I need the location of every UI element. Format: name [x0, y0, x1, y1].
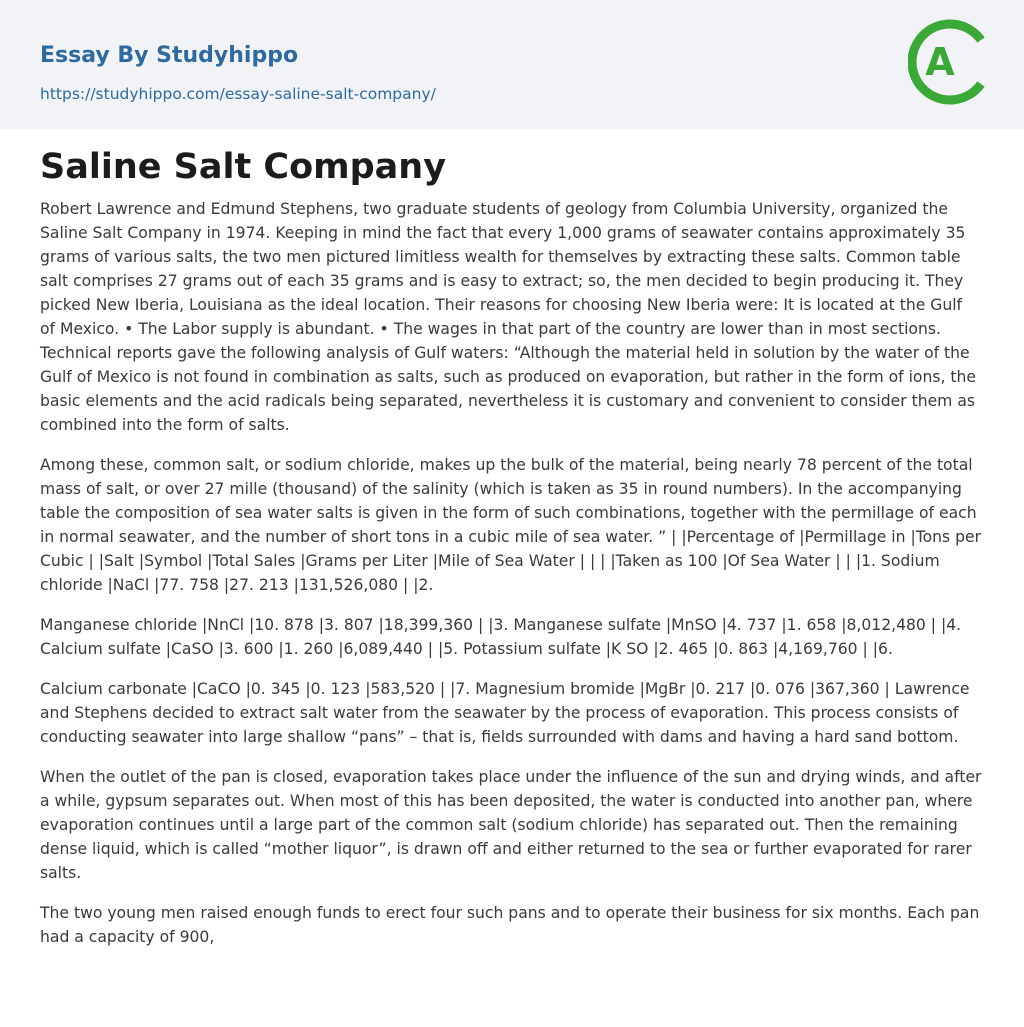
article-paragraph: Calcium carbonate |CaCO |0. 345 |0. 123 |583,520 | |7. Magnesium bromide |MgBr |0. 217 |0. 076 |367,360 | Lawrence and Stephens decided to extract salt water from the seawater by the process of evaporation. This process consists of conducting seawater into large shallow “pans” – that is, fields surrounded with dams and having a hard sand bottom. — [40, 680, 970, 746]
studyhippo-logo-icon[interactable] — [908, 18, 988, 106]
site-brand[interactable]: Essay By Studyhippo — [40, 43, 299, 68]
page-title: Saline Salt Company — [40, 147, 447, 187]
article — [40, 145, 982, 965]
article-paragraph: Among these, common salt, or sodium chloride, makes up the bulk of the material, being nearly 78 percent of the total mass of salt, or over 27 mille (thousand) of the salinity (which is taken as 35 in round numbers). In the accompanying table the composition of sea water salts is given in the form of such combinations, together with the permillage of each in normal seawater, and the number of short tons in a cubic mile of sea water. ” | |Percentage of |Permillage in |Tons per Cubic | |Salt |Symbol |Total Sales |Grams per Liter |Mile of Sea Water | | | |Taken as 100 |Of Sea Water | | |1. Sodium chloride |NaCl |77. 758 |27. 213 |131,526,080 | |2. — [40, 456, 982, 594]
site-header — [0, 0, 1024, 129]
article-paragraph: Manganese chloride |NnCl |10. 878 |3. 807 |18,399,360 | |3. Manganese sulfate |MnSO |4. 737 |1. 658 |8,012,480 | |4. Calcium sulfate |CaSO |3. 600 |1. 260 |6,089,440 | |5. Potassium sulfate |K SO |2. 465 |0. 863 |4,169,760 | |6. — [40, 616, 962, 658]
essay-url-link[interactable]: https://studyhippo.com/essay-saline-salt-company/ — [40, 85, 436, 103]
article-paragraph: The two young men raised enough funds to erect four such pans and to operate their business for six months. Each pan had a capacity of 900, — [40, 904, 980, 946]
logo-letter: A — [925, 40, 955, 84]
article-paragraph: When the outlet of the pan is closed, evaporation takes place under the influence of the sun and drying winds, and after a while, gypsum separates out. When most of this has been deposited, the water is conducted into another pan, where evaporation continues until a large part of the common salt (sodium chloride) has separated out. Then the remaining dense liquid, which is called “mother liquor”, is drawn off and either returned to the sea or further evaporated for rarer salts. — [40, 768, 982, 882]
article-paragraph: Robert Lawrence and Edmund Stephens, two graduate students of geology from Columbia University, organized the Saline Salt Company in 1974. Keeping in mind the fact that every 1,000 grams of seawater contains approximately 35 grams of various salts, the two men pictured limitless wealth for themselves by extracting these salts. Common table salt comprises 27 grams out of each 35 grams and is easy to extract; so, the men decided to begin producing it. They picked New Iberia, Louisiana as the ideal location. Their reasons for choosing New Iberia were: It is located at the Gulf of Mexico. • The Labor supply is abundant. • The wages in that part of the country are lower than in most sections. Technical reports gave the following analysis of Gulf waters: “Although the material held in solution by the water of the Gulf of Mexico is not found in combination as salts, such as produced on evaporation, but rather in the form of ions, the basic elements and the acid radicals being separated, nevertheless it is customary and convenient to consider them as combined into the form of salts. — [40, 200, 976, 434]
